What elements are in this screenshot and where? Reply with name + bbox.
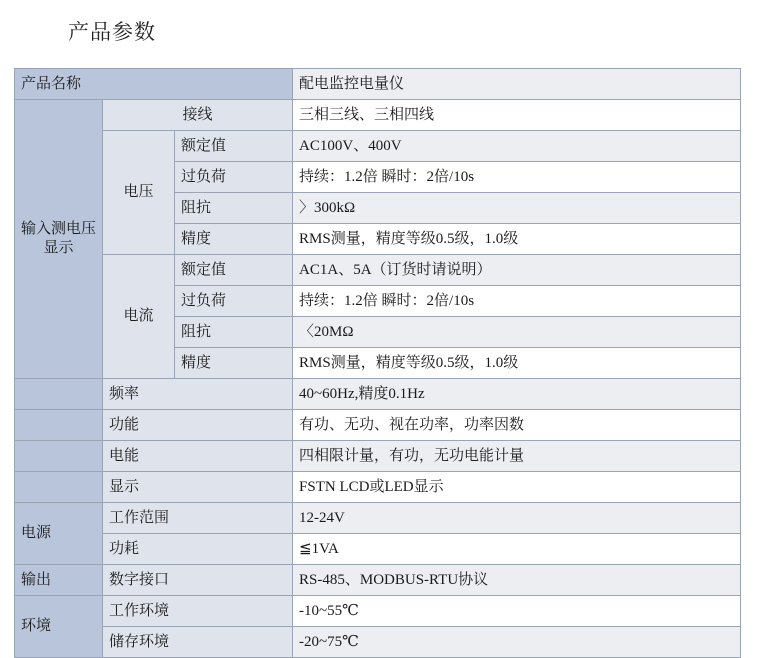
table-row: [15, 534, 741, 565]
table-row: [15, 472, 741, 503]
environment-label: 环境: [15, 596, 103, 658]
empty-category-cell-energy: [15, 441, 103, 472]
working-env-value: -10~55℃: [293, 596, 741, 627]
consumption-label: 功耗: [103, 534, 293, 565]
table-row: [15, 441, 741, 472]
voltage-accuracy-value: RMS测量，精度等级0.5级，1.0级: [293, 224, 741, 255]
wiring-label: 接线: [103, 100, 293, 131]
current-accuracy-label: 精度: [175, 348, 293, 379]
frequency-value: 40~60Hz,精度0.1Hz: [293, 379, 741, 410]
voltage-accuracy-label: 精度: [175, 224, 293, 255]
voltage-label: 电压: [103, 131, 175, 255]
voltage-impedance-value: 〉300kΩ: [293, 193, 741, 224]
table-row: [15, 503, 741, 534]
voltage-overload-value: 持续：1.2倍 瞬时：2倍/10s: [293, 162, 741, 193]
current-rated-value: AC1A、5A（订货时请说明）: [293, 255, 741, 286]
product-specification-table: [14, 68, 741, 658]
function-label: 功能: [103, 410, 293, 441]
table-row: [15, 379, 741, 410]
function-value: 有功、无功、视在功率，功率因数: [293, 410, 741, 441]
table-row: [15, 627, 741, 658]
current-overload-label: 过负荷: [175, 286, 293, 317]
current-impedance-label: 阻抗: [175, 317, 293, 348]
table-row: [15, 100, 741, 131]
input-measure-label: 输入测电压显示: [15, 100, 103, 379]
current-label: 电流: [103, 255, 175, 379]
voltage-rated-value: AC100V、400V: [293, 131, 741, 162]
table-row: [15, 69, 741, 100]
page-title: 产品参数: [68, 21, 156, 44]
display-value: FSTN LCD或LED显示: [293, 472, 741, 503]
table-row: [15, 410, 741, 441]
storage-env-label: 储存环境: [103, 627, 293, 658]
empty-category-cell-frequency: [15, 379, 103, 410]
storage-env-value: -20~75℃: [293, 627, 741, 658]
output-label: 输出: [15, 565, 103, 596]
energy-value: 四相限计量，有功，无功电能计量: [293, 441, 741, 472]
frequency-label: 频率: [103, 379, 293, 410]
table-row: [15, 255, 741, 286]
product-name-label: 产品名称: [15, 69, 293, 100]
digital-interface-value: RS-485、MODBUS-RTU协议: [293, 565, 741, 596]
working-range-value: 12-24V: [293, 503, 741, 534]
product-name-value: 配电监控电量仪: [293, 69, 741, 100]
empty-category-cell-function: [15, 410, 103, 441]
display-label: 显示: [103, 472, 293, 503]
voltage-rated-label: 额定值: [175, 131, 293, 162]
current-impedance-value: 〈20MΩ: [293, 317, 741, 348]
power-label: 电源: [15, 503, 103, 565]
voltage-impedance-label: 阻抗: [175, 193, 293, 224]
energy-label: 电能: [103, 441, 293, 472]
digital-interface-label: 数字接口: [103, 565, 293, 596]
table-row: [15, 131, 741, 162]
wiring-value: 三相三线、三相四线: [293, 100, 741, 131]
empty-category-cell-display: [15, 472, 103, 503]
working-range-label: 工作范围: [103, 503, 293, 534]
current-accuracy-value: RMS测量，精度等级0.5级，1.0级: [293, 348, 741, 379]
consumption-value: ≦1VA: [293, 534, 741, 565]
table-row: [15, 565, 741, 596]
current-overload-value: 持续：1.2倍 瞬时：2倍/10s: [293, 286, 741, 317]
current-rated-label: 额定值: [175, 255, 293, 286]
working-env-label: 工作环境: [103, 596, 293, 627]
voltage-overload-label: 过负荷: [175, 162, 293, 193]
